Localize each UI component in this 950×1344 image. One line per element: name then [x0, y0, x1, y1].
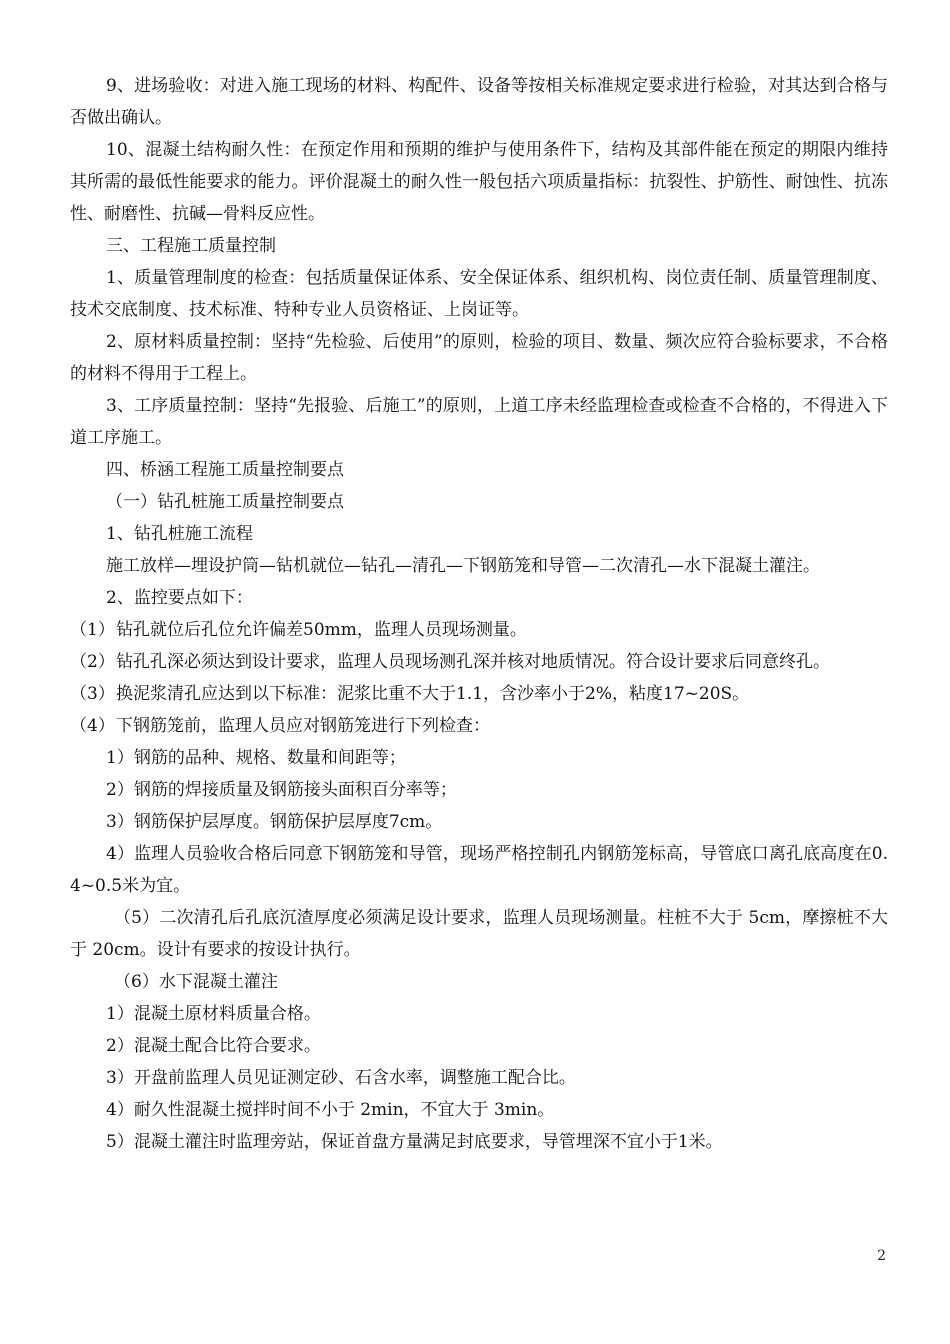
numbered-item	[70, 710, 888, 742]
concrete-item: 5）混凝土灌注时监理旁站，保证首盘方量满足封底要求，导管埋深不宜小于1米。	[106, 1132, 723, 1152]
paragraph-second-cleaning: （5）二次清孔后孔底沉渣厚度必须满足设计要求，监理人员现场测量。柱桩不大于 5cm，摩擦桩不大于 20cm。设计有要求的按设计执行。	[70, 908, 888, 960]
section-heading-quality-control: 三、工程施工质量控制	[106, 236, 276, 256]
numbered-item	[70, 614, 888, 646]
cage-check-item: 4）监理人员验收合格后同意下钢筋笼和导管，现场严格控制孔内钢筋笼标高，导管底口离孔底高度在0.4~0.5米为宜。	[70, 844, 888, 896]
concrete-item: 2）混凝土配合比符合要求。	[106, 1036, 321, 1056]
item-text: 换泥浆清孔应达到以下标准：泥浆比重不大于1.1，含沙率小于2%，粘度17~20S。	[116, 684, 750, 704]
item-label: （1）	[70, 620, 115, 640]
section-heading-bridge-culvert: 四、桥涵工程施工质量控制要点	[106, 460, 344, 480]
heading-monitoring-points: 2、监控要点如下：	[106, 588, 253, 608]
concrete-item: 4）耐久性混凝土搅拌时间不小于 2min，不宜大于 3min。	[106, 1100, 555, 1120]
paragraph-entry-inspection: 9、进场验收：对进入施工现场的材料、构配件、设备等按相关标准规定要求进行检验，对其达到合格与否做出确认。	[70, 76, 888, 128]
cage-check-item: 3）钢筋保护层厚度。钢筋保护层厚度7cm。	[106, 812, 443, 832]
cage-check-item: 1）钢筋的品种、规格、数量和间距等；	[106, 748, 406, 768]
paragraph-management-system-check: 1、质量管理制度的检查：包括质量保证体系、安全保证体系、组织机构、岗位责任制、质量管理制度、技术交底制度、技术标准、特种专业人员资格证、上岗证等。	[70, 268, 888, 320]
item-text: 钻孔就位后孔位允许偏差50mm，监理人员现场测量。	[116, 620, 527, 640]
item-label: （2）	[70, 652, 115, 672]
item-text: 下钢筋笼前，监理人员应对钢筋笼进行下列检查：	[116, 716, 490, 736]
paragraph-concrete-durability: 10、混凝土结构耐久性：在预定作用和预期的维护与使用条件下，结构及其部件能在预定的期限内维持其所需的最低性能要求的能力。评价混凝土的耐久性一般包括六项质量指标：抗裂性、护筋性、耐蚀性、抗冻性、耐磨性、抗碱—骨料反应性。	[70, 140, 888, 224]
subsection-heading-bored-pile: （一）钻孔桩施工质量控制要点	[106, 492, 344, 512]
paragraph-raw-material-control: 2、原材料质量控制：坚持“先检验、后使用”的原则，检验的项目、数量、频次应符合验标要求，不合格的材料不得用于工程上。	[70, 332, 888, 384]
cage-check-item: 2）钢筋的焊接质量及钢筋接头面积百分率等；	[106, 780, 457, 800]
heading-bored-pile-process: 1、钻孔桩施工流程	[106, 524, 253, 544]
item-label: （3）	[70, 684, 115, 704]
item-text: 钻孔孔深必须达到设计要求，监理人员现场测孔深并核对地质情况。符合设计要求后同意终孔。	[116, 652, 830, 672]
concrete-item: 1）混凝土原材料质量合格。	[106, 1004, 321, 1024]
item-label: （4）	[70, 716, 115, 736]
paragraph-process-flow: 施工放样—埋设护筒—钻机就位—钻孔—清孔—下钢筋笼和导管—二次清孔—水下混凝土灌注。	[106, 556, 820, 576]
numbered-item	[70, 678, 888, 710]
page-number: 2	[877, 1248, 886, 1264]
paragraph-process-control: 3、工序质量控制：坚持“先报验、后施工”的原则，上道工序未经监理检查或检查不合格的，不得进入下道工序施工。	[70, 396, 888, 448]
heading-underwater-concrete: （6）水下混凝土灌注	[114, 972, 278, 992]
numbered-item	[70, 646, 888, 678]
concrete-item: 3）开盘前监理人员见证测定砂、石含水率，调整施工配合比。	[106, 1068, 576, 1088]
document-page	[70, 70, 888, 1158]
